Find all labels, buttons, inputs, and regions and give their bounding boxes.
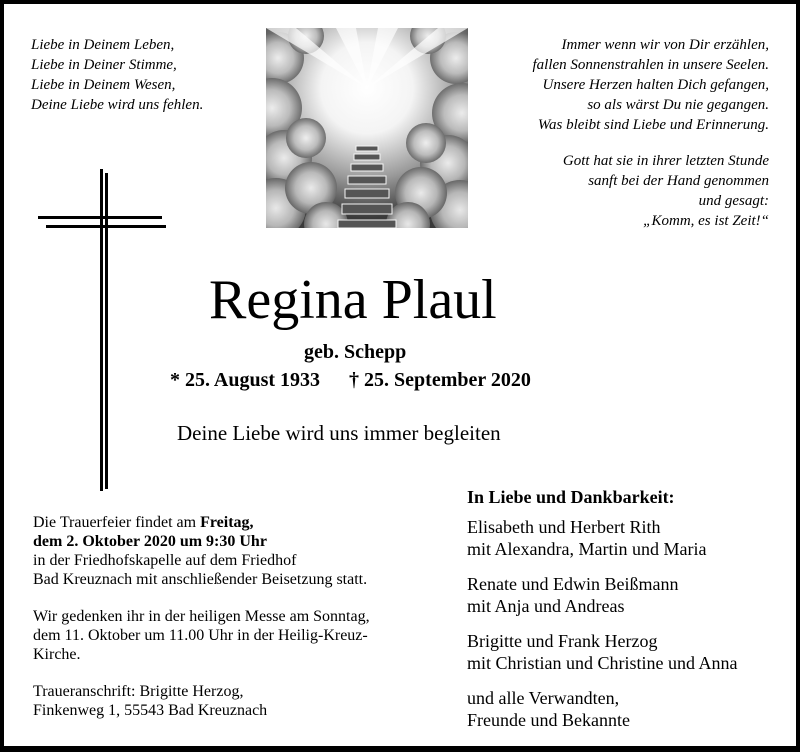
mass-line: Kirche. xyxy=(33,646,81,663)
verse-right-line: Was bleibt sind Liebe und Erinnerung. xyxy=(537,117,769,133)
service-line: in der Friedhofskapelle auf dem Friedhof xyxy=(33,552,297,569)
family-group xyxy=(467,573,787,617)
verse-right xyxy=(469,35,769,231)
service-line: Bad Kreuznach mit anschließender Beisetzung statt. xyxy=(33,571,368,588)
verse-right-quote-line: Gott hat sie in ihrer letzten Stunde xyxy=(562,153,769,169)
verse-right-quote-line: sanft bei der Hand genommen xyxy=(588,173,769,189)
maiden-name: geb. Schepp xyxy=(304,341,407,363)
family-group xyxy=(467,687,787,731)
birth-date: * 25. August 1933 xyxy=(170,369,321,391)
verse-left-line: Liebe in Deinem Wesen, xyxy=(31,77,176,93)
stairway-clouds-icon xyxy=(266,28,468,228)
family-line: und alle Verwandten, xyxy=(467,688,620,708)
family-line: mit Christian und Christine und Anna xyxy=(467,653,738,673)
verse-right-line: Unsere Herzen halten Dich gefangen, xyxy=(542,77,769,93)
funeral-service-info xyxy=(33,513,433,720)
family-line: Renate und Edwin Beißmann xyxy=(467,574,679,594)
family-line: Brigitte und Frank Herzog xyxy=(467,631,658,651)
family-line: mit Anja und Andreas xyxy=(467,596,625,616)
service-line-text: Die Trauerfeier findet am xyxy=(33,514,201,531)
deceased-name: Regina Plaul xyxy=(209,269,497,331)
family-group xyxy=(467,630,787,674)
motto: Deine Liebe wird uns immer begleiten xyxy=(177,421,501,445)
family-line: Elisabeth und Herbert Rith xyxy=(467,517,661,537)
verse-right-quote-line: und gesagt: xyxy=(698,193,769,209)
verse-right-line: fallen Sonnenstrahlen in unsere Seelen. xyxy=(532,57,769,73)
verse-left-line: Deine Liebe wird uns fehlen. xyxy=(31,97,204,113)
mass-info xyxy=(33,607,433,664)
death-date: † 25. September 2020 xyxy=(349,369,531,391)
service-day: Freitag, xyxy=(200,514,254,531)
verse-left-line: Liebe in Deiner Stimme, xyxy=(31,57,177,73)
verse-left xyxy=(31,35,261,115)
service-details xyxy=(33,513,433,589)
cross-icon xyxy=(38,169,168,494)
verse-right-quote-line: „Komm, es ist Zeit!“ xyxy=(643,213,769,229)
verse-right-line: Immer wenn wir von Dir erzählen, xyxy=(561,37,769,53)
service-datetime: dem 2. Oktober 2020 um 9:30 Uhr xyxy=(33,533,267,550)
family-line: Freunde und Bekannte xyxy=(467,710,630,730)
service-line xyxy=(33,513,433,532)
mass-line: dem 11. Oktober um 11.00 Uhr in der Heilig-Kreuz- xyxy=(33,627,368,644)
mourning-address xyxy=(33,682,433,720)
verse-gap xyxy=(469,135,769,151)
verse-left-line: Liebe in Deinem Leben, xyxy=(31,37,175,53)
life-dates xyxy=(170,368,531,392)
family-heading: In Liebe und Dankbarkeit: xyxy=(467,487,675,507)
verse-right-line: so als wärst Du nie gegangen. xyxy=(587,97,769,113)
address-line: Traueranschrift: Brigitte Herzog, xyxy=(33,683,244,700)
stairway-to-heaven-image xyxy=(266,28,468,228)
address-line: Finkenweg 1, 55543 Bad Kreuznach xyxy=(33,702,268,719)
family-signatures xyxy=(467,486,787,744)
mass-line: Wir gedenken ihr in der heiligen Messe am Sonntag, xyxy=(33,608,370,625)
family-group xyxy=(467,516,787,560)
family-line: mit Alexandra, Martin und Maria xyxy=(467,539,707,559)
